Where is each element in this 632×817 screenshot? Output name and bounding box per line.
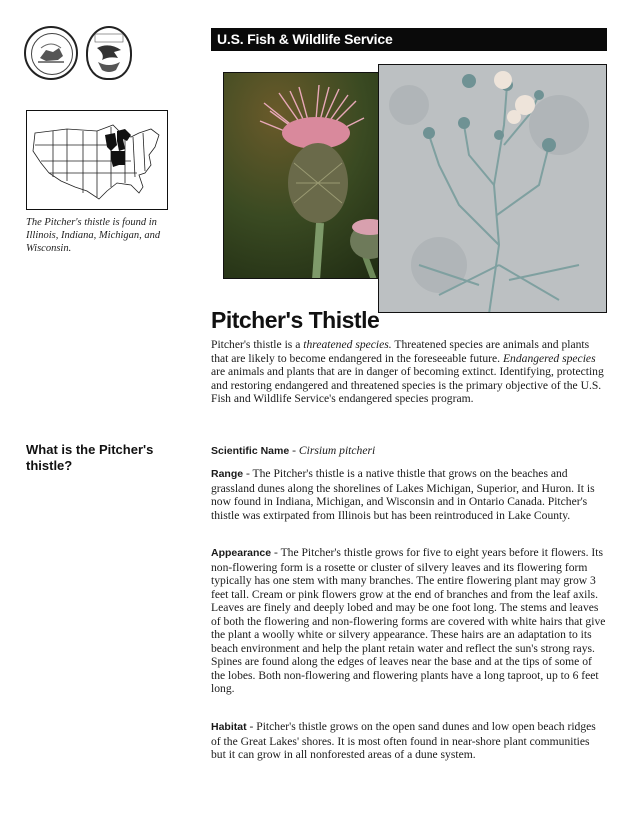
appearance-label: Appearance	[211, 547, 272, 559]
fws-badge-logo	[86, 26, 132, 80]
endangered-term: Endangered species	[502, 351, 596, 365]
range-paragraph	[211, 467, 607, 522]
intro-text: Threatened species are animals and plants that are likely to become endangered in the foreseeable future.	[211, 338, 590, 365]
range-map	[26, 110, 168, 210]
scientific-name-value: Cirsium pitcheri	[298, 444, 376, 457]
separator: -	[243, 467, 253, 480]
agency-header-bar: U.S. Fish & Wildlife Service	[211, 28, 607, 51]
separator: -	[246, 720, 257, 733]
map-caption: The Pitcher's thistle is found in Illinois, Indiana, Michigan, and Wisconsin.	[26, 217, 161, 254]
intro-text: are animals and plants that are in danger of becoming extinct. Identifying, protecting and restoring endangered and threatened species is the primary objective of the U.S. Fish and Wildlife Service's endangered species program.	[211, 365, 604, 406]
page-title: Pitcher's Thistle	[211, 307, 380, 333]
separator: -	[271, 546, 281, 559]
habitat-paragraph	[211, 720, 607, 762]
appearance-paragraph	[211, 546, 607, 696]
threatened-term: threatened species.	[303, 338, 392, 351]
scientific-name-label: Scientific Name	[211, 445, 290, 457]
section-heading: What is the Pitcher's thistle?	[26, 442, 154, 473]
intro-text: Pitcher's thistle is a	[211, 338, 304, 351]
habitat-label: Habitat	[211, 721, 247, 733]
appearance-text: The Pitcher's thistle grows for five to eight years before it flowers. Its non-flowering form is a rosette or cluster of silvery leaves and its flowering form typically has one stem with many branches. The entire flowering plant may grow 3 feet tall. Cream or pink flowers grow at the end of branches and from the leaf axils. Leaves are finely and deeply lobed and may be one foot long. The stems and leaves of both the flowering and non-flowering forms are covered with white hairs that give the plant a woolly white or silvery appearance. These hairs are an adaptation to its beach environment and help the plant retain water and reflect the sun's strong rays. Spines are found along the edges of leaves near the base and at the tips of some of the lobes. Both non-flowering and flowering plants have a long taproot, up to 6 feet long.	[211, 546, 606, 695]
thistle-plant-photo	[378, 64, 607, 313]
habitat-text: Pitcher's thistle grows on the open sand dunes and low open beach ridges of the Great Lakes' shores. It is most often found in near-shore plant communities but it can grow in all nonforested areas of a dune system.	[211, 720, 596, 761]
doi-seal-logo	[24, 26, 78, 80]
separator: -	[289, 444, 299, 457]
range-label: Range	[211, 468, 244, 480]
intro-paragraph	[211, 338, 607, 406]
scientific-name-row	[211, 444, 607, 459]
range-text: The Pitcher's thistle is a native thistle that grows on the beaches and grassland dunes along the shorelines of Lakes Michigan, Superior, and Huron. It is now found in Indiana, Michigan, and Wisconsin and in Ontario Canada. Pitcher's thistle was extirpated from Illinois but has been reintroduced in Lake County.	[211, 467, 595, 522]
thistle-flower-photo	[223, 72, 399, 279]
